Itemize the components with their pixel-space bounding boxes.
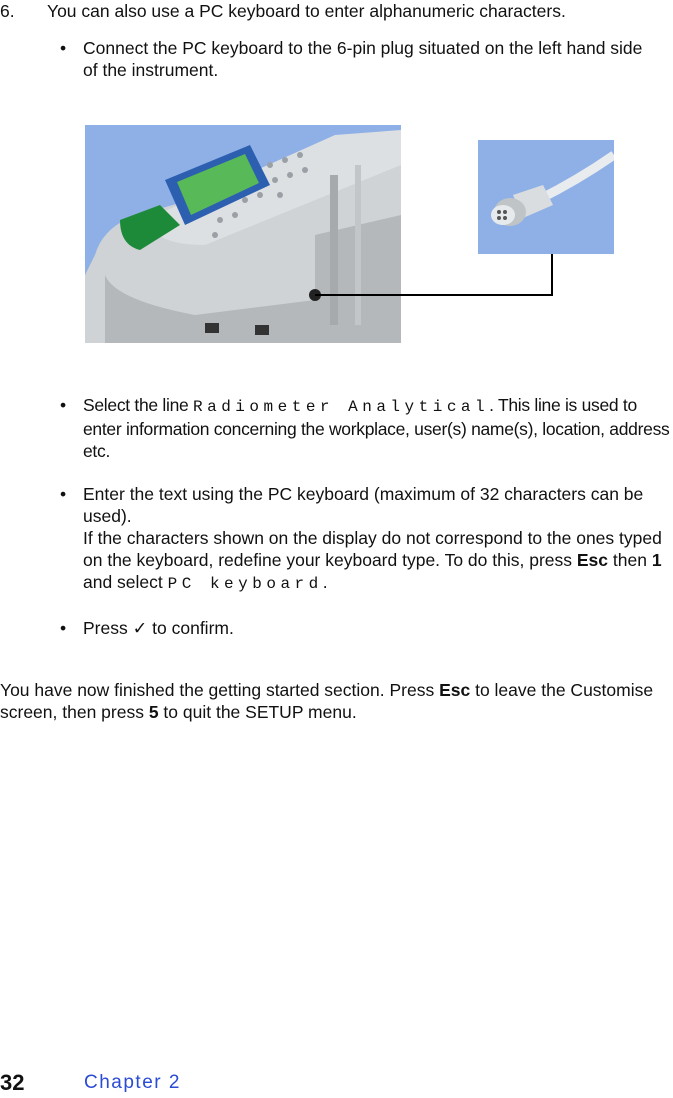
- bullet2-pre: Select the line: [83, 395, 193, 415]
- chapter-label: Chapter 2: [84, 1072, 181, 1093]
- key-5: 5: [148, 702, 159, 722]
- bullet-marker: •: [60, 38, 67, 58]
- step-number: 6.: [0, 1, 15, 21]
- instrument-image: [85, 125, 401, 343]
- bullet-marker: •: [60, 395, 67, 415]
- bullet-marker: •: [60, 484, 67, 504]
- bullet3-line2: If the characters shown on the display do not correspond to the ones typed on the keyboard, redefine your keyboard type. To do this, press Esc then 1 and select PC keyboard.: [83, 528, 662, 593]
- bullet3-line1: Enter the text using the PC keyboard (maximum of 32 characters can be used).: [83, 484, 644, 526]
- connector-line: [230, 250, 560, 300]
- instrument-illustration: [85, 125, 401, 343]
- bullet2-post: . This line is used to enter information concerning the workplace, user(s) name(s), location, address etc.: [83, 395, 670, 461]
- bullet-enter-text: [83, 483, 673, 595]
- bullet-press-confirm: Press ✓ to confirm.: [83, 618, 234, 638]
- check-icon: ✓: [132, 618, 148, 638]
- bullet-marker: •: [60, 618, 67, 638]
- closing-paragraph: You have now finished the getting started section. Press Esc to leave the Customise screen, then press 5 to quit the SETUP menu.: [0, 680, 654, 722]
- bullet-select-line: [83, 394, 673, 462]
- key-1: 1: [651, 550, 662, 570]
- code-pc-keyboard: PC keyboard: [167, 575, 323, 593]
- esc-key: Esc: [576, 550, 609, 570]
- step-text: You can also use a PC keyboard to enter alphanumeric characters.: [47, 1, 566, 21]
- bullet-connect-keyboard: Connect the PC keyboard to the 6-pin plug situated on the left hand side of the instrument.: [83, 38, 643, 80]
- esc-key: Esc: [439, 680, 471, 700]
- page-number: 32: [0, 1070, 25, 1095]
- code-radiometer-analytical: Radiometer Analytical: [193, 398, 490, 416]
- plug-illustration: [478, 140, 614, 254]
- plug-image: [478, 140, 614, 254]
